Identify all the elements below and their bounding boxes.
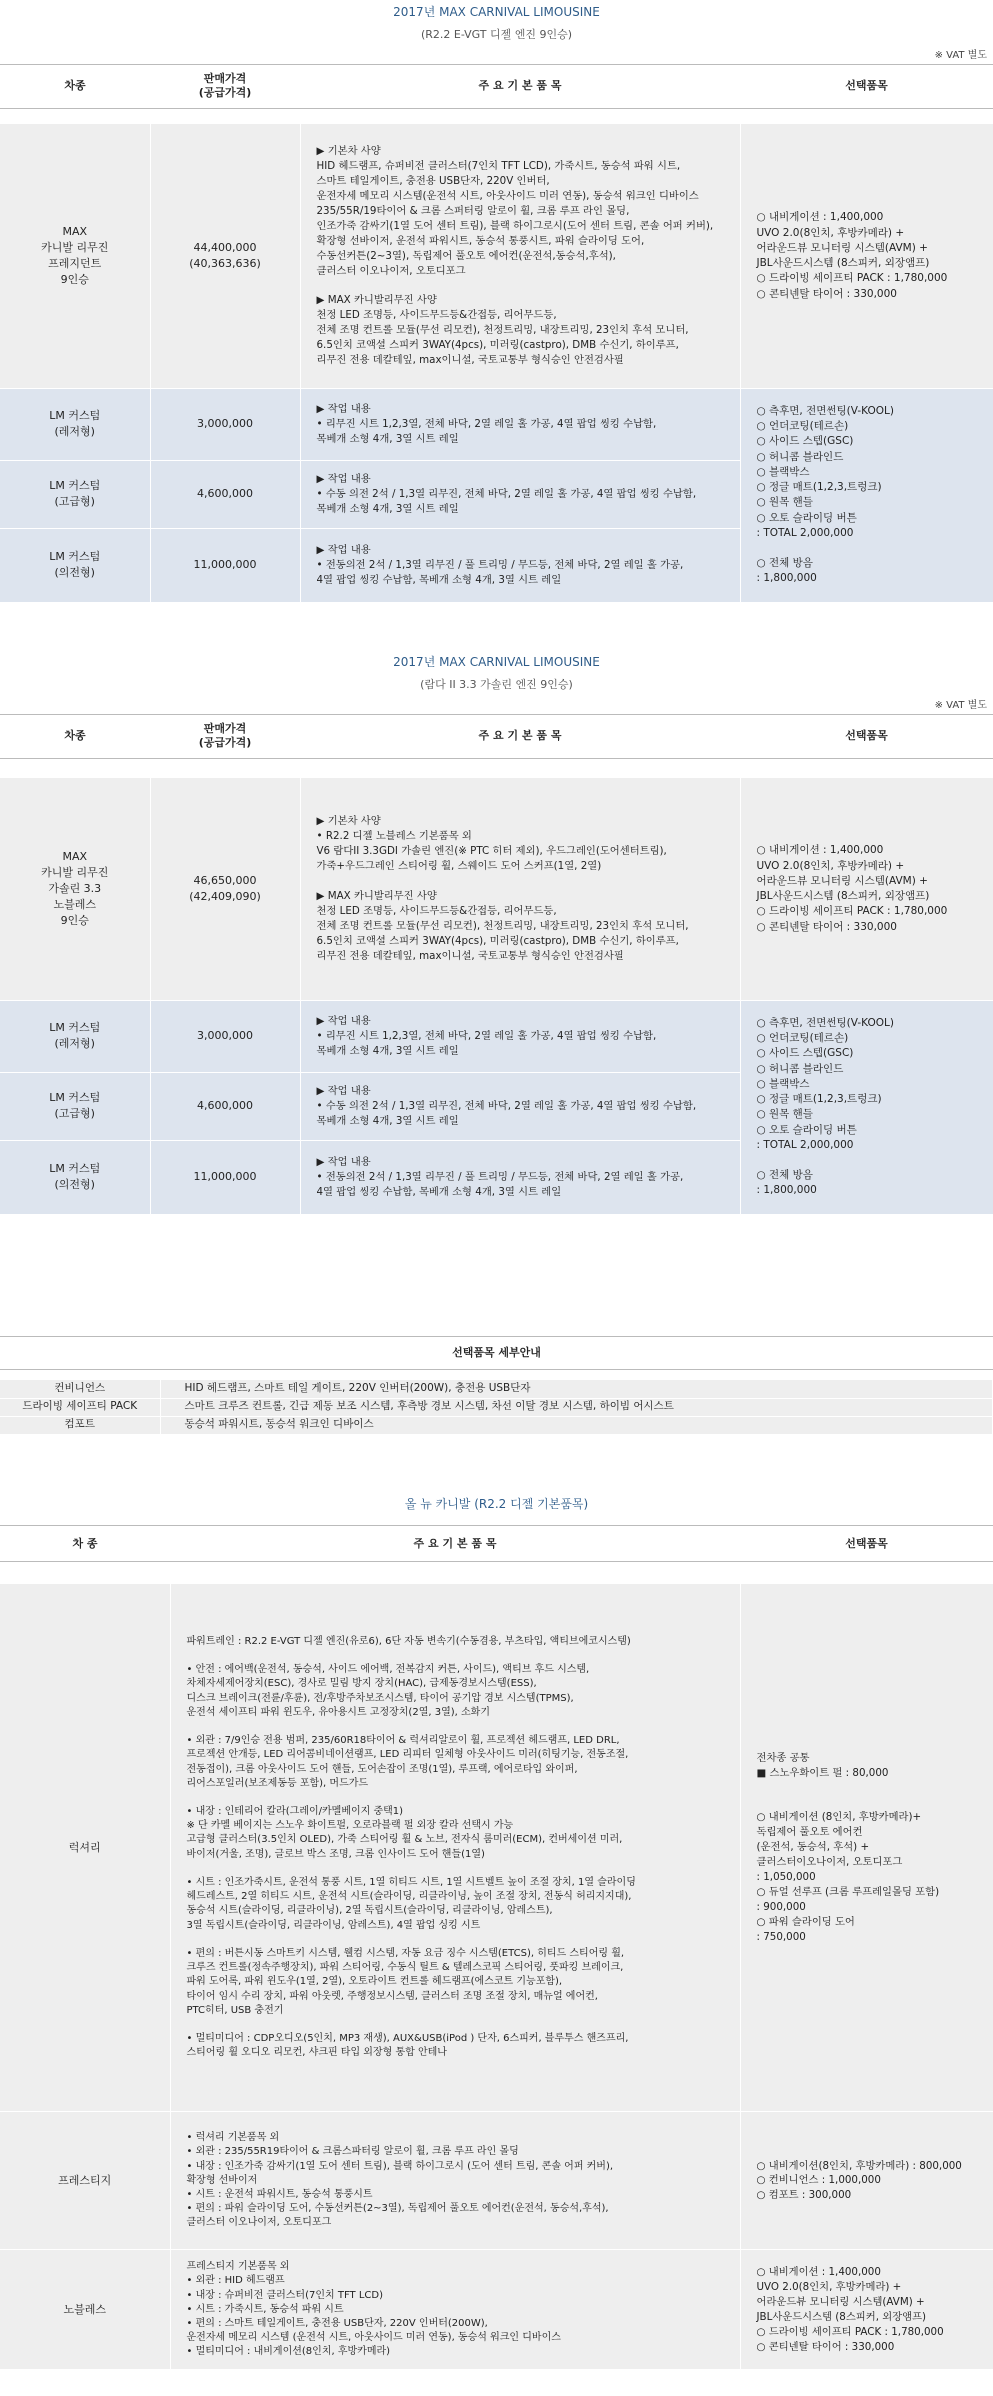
section2-subtitle: (람다 II 3.3 가솔린 엔진 9인승) bbox=[420, 678, 573, 692]
options-guide-table bbox=[0, 1380, 993, 1435]
option-value: 스마트 크루즈 컨트롤, 긴급 제동 보조 시스템, 후측방 경보 시스템, 차선 이탈 경보 시스템, 하이빔 어시스트 bbox=[160, 1398, 993, 1416]
section1 bbox=[0, 4, 993, 610]
price-table-1 bbox=[0, 64, 993, 603]
option-value: 동승석 파워시트, 동승석 워크인 디바이스 bbox=[160, 1416, 993, 1434]
lm-features-cell: ▶ 작업 내용 • 리무진 시트 1,2,3열, 전체 바닥, 2열 레일 홀 가공, 4열 팝업 씽킹 수납함, 목베개 소형 4개, 3열 시트 레일 bbox=[300, 1000, 740, 1072]
options-cell: 전차종 공통 ■ 스노우화이트 펄 : 80,000 ○ 내비게이션 (8인치, 후방카메라)+ 독립제어 풀오토 에어컨 (운전석, 동승석, 후석) + 클러스터이오나이저, 오토디포그 : 1,050,000 ○ 듀얼 선루프 (크롬 루프레일몰딩 포함) : 900,000 ○ 파워 슬라이딩 도어 : 750,000 bbox=[740, 1584, 993, 2112]
vat-note: ※ VAT 별도 bbox=[934, 50, 987, 62]
lm-features-cell: ▶ 작업 내용 • 전동의전 2석 / 1,3열 리무진 / 풀 트리밍 / 무드등, 전체 바닥, 2열 레일 홀 가공, 4열 팝업 씽킹 수납함, 목베개 소형 4개, 3열 시트 레일 bbox=[300, 1140, 740, 1214]
lm-model-cell: LM 커스텀 (의전형) bbox=[0, 1140, 150, 1214]
header-options: 선택품목 bbox=[740, 1526, 993, 1562]
price-table-2 bbox=[0, 714, 993, 1215]
section2-title: 2017년 MAX CARNIVAL LIMOUSINE bbox=[393, 655, 600, 669]
model-cell: 노블레스 bbox=[0, 2250, 170, 2370]
table-row bbox=[0, 1380, 993, 1398]
price-cell: 44,400,000 (40,363,636) bbox=[150, 124, 300, 388]
header-model: 차종 bbox=[0, 64, 150, 108]
lm-features-cell: ▶ 작업 내용 • 수동 의전 2석 / 1,3열 리무진, 전체 바닥, 2열 레일 홀 가공, 4열 팝업 씽킹 수납함, 목베개 소형 4개, 3열 시트 레일 bbox=[300, 1072, 740, 1140]
lm-model-cell: LM 커스텀 (고급형) bbox=[0, 1072, 150, 1140]
table-row bbox=[0, 1416, 993, 1434]
vat-note: ※ VAT 별도 bbox=[934, 700, 987, 712]
lm-features-cell: ▶ 작업 내용 • 리무진 시트 1,2,3열, 전체 바닥, 2열 레일 홀 가공, 4열 팝업 씽킹 수납함, 목베개 소형 4개, 3열 시트 레일 bbox=[300, 388, 740, 460]
lm-options-cell: ○ 측후면, 전면썬팅(V-KOOL) ○ 언더코팅(테르손) ○ 사이드 스텝(GSC) ○ 허니콤 블라인드 ○ 블랙박스 ○ 정글 매트(1,2,3,트렁크) ○ 원목 핸들 ○ 오토 슬라이딩 버튼 : TOTAL 2,000,000 ○ 전체 방음 : 1,800,000 bbox=[740, 388, 993, 602]
header-options: 선택품목 bbox=[740, 64, 993, 108]
options-cell: ○ 내비게이션 : 1,400,000 UVO 2.0(8인치, 후방카메라) + 어라운드뷰 모니터링 시스템(AVM) + JBL사운드시스템 (8스피커, 외장앰프) ○ 드라이빙 세이프티 PACK : 1,780,000 ○ 콘티넨탈 타이어 : 330,000 bbox=[740, 124, 993, 388]
options-guide-title: 선택품목 세부안내 bbox=[0, 1336, 993, 1370]
lm-model-cell: LM 커스텀 (레저형) bbox=[0, 1000, 150, 1072]
section2 bbox=[0, 610, 993, 1230]
option-value: HID 헤드램프, 스마트 테일 게이트, 220V 인버터(200W), 충전용 USB단자 bbox=[160, 1380, 993, 1398]
header-features: 주 요 기 본 품 목 bbox=[300, 64, 740, 108]
options-cell: ○ 내비게이션 : 1,400,000 UVO 2.0(8인치, 후방카메라) + 어라운드뷰 모니터링 시스템(AVM) + JBL사운드시스템 (8스피커, 외장앰프) ○ 드라이빙 세이프티 PACK : 1,780,000 ○ 콘티넨탈 타이어 : 330,000 bbox=[740, 778, 993, 1000]
lm-price-cell: 4,600,000 bbox=[150, 460, 300, 528]
features-cell: ▶ 기본차 사양 • R2.2 디젤 노블레스 기본품목 외 V6 람다II 3.3GDI 가솔린 엔진(※ PTC 히터 제외), 우드그레인(도어센터트림), 가죽+우드그레인 스티어링 휠, 스웨이드 도어 스커프(1열, 2열) ▶ MAX 카니발리무진 사양 천정 LED 조명등, 사이드무드등&간접등, 리어무드등, 전체 조명 컨트롤 모듈(무선 리모컨), 천정트리밍, 내장트리밍, 23인치 후석 모니터, 6.5인치 코액셜 스피커 3WAY(4pcs), 미러링(castpro), DMB 수신기, 하이루프, 리무진 전용 데칼테잎, max이니셜, 국토교통부 형식승인 안전검사필 bbox=[300, 778, 740, 1000]
lm-price-cell: 11,000,000 bbox=[150, 528, 300, 602]
options-guide bbox=[0, 1230, 993, 1448]
section1-subtitle: (R2.2 E-VGT 디젤 엔진 9인승) bbox=[420, 28, 573, 42]
lm-features-cell: ▶ 작업 내용 • 수동 의전 2석 / 1,3열 리무진, 전체 바닥, 2열 레일 홀 가공, 4열 팝업 씽킹 수납함, 목베개 소형 4개, 3열 시트 레일 bbox=[300, 460, 740, 528]
lm-model-cell: LM 커스텀 (의전형) bbox=[0, 528, 150, 602]
header-features: 주 요 기 본 품 목 bbox=[170, 1526, 740, 1562]
features-cell: • 럭셔리 기본품목 외 • 외관 : 235/55R19타이어 & 크롬스파터링 알로이 휠, 크롬 루프 라인 몰딩 • 내장 : 인조가죽 감싸기(1열 도어 센터 트림), 블랙 하이그로시 (도어 센터 트림, 콘솔 어퍼 커버), 확장형 선바이저 • 시트 : 운전석 파워시트, 동승석 통풍시트 • 편의 : 파워 슬라이딩 도어, 수동선커튼(2~3열), 독립제어 풀오토 에어컨(운전석, 동승석,후석), 클러스터 이오나이저, 오토디포그 bbox=[170, 2112, 740, 2250]
options-cell: ○ 내비게이션(8인치, 후방카메라) : 800,000 ○ 컨비니언스 : 1,000,000 ○ 컴포트 : 300,000 bbox=[740, 2112, 993, 2250]
basic-items-table bbox=[0, 1525, 993, 2370]
price-cell: 46,650,000 (42,409,090) bbox=[150, 778, 300, 1000]
section3-title: 올 뉴 카니발 (R2.2 디젤 기본품목) bbox=[404, 1497, 589, 1511]
header-model: 차종 bbox=[0, 714, 150, 758]
section1-title: 2017년 MAX CARNIVAL LIMOUSINE bbox=[393, 5, 600, 19]
lm-price-cell: 4,600,000 bbox=[150, 1072, 300, 1140]
features-cell: 프레스티지 기본품목 외 • 외관 : HID 헤드램프 • 내장 : 슈퍼비전 클러스터(7인치 TFT LCD) • 시트 : 가죽시트, 동승석 파워 시트 • 편의 : 스마트 테일게이트, 충전용 USB단자, 220V 인버터(200W), 운전자세 메모리 시스템 (운전석 시트, 아웃사이드 미러 연동), 동승석 워크인 디바이스 • 멀티미디어 : 내비게이션(8인치, 후방카메라) bbox=[170, 2250, 740, 2370]
lm-options-cell: ○ 측후면, 전면썬팅(V-KOOL) ○ 언더코팅(테르손) ○ 사이드 스텝(GSC) ○ 허니콤 블라인드 ○ 블랙박스 ○ 정글 매트(1,2,3,트렁크) ○ 원목 핸들 ○ 오토 슬라이딩 버튼 : TOTAL 2,000,000 ○ 전체 방음 : 1,800,000 bbox=[740, 1000, 993, 1214]
header-price: 판매가격 (공급가격) bbox=[150, 714, 300, 758]
header-model: 차 종 bbox=[0, 1526, 170, 1562]
lm-model-cell: LM 커스텀 (레저형) bbox=[0, 388, 150, 460]
model-cell: MAX 카니발 리무진 가솔린 3.3 노블레스 9인승 bbox=[0, 778, 150, 1000]
option-name: 드라이빙 세이프티 PACK bbox=[0, 1398, 160, 1416]
lm-model-cell: LM 커스텀 (고급형) bbox=[0, 460, 150, 528]
lm-features-cell: ▶ 작업 내용 • 전동의전 2석 / 1,3열 리무진 / 풀 트리밍 / 무드등, 전체 바닥, 2열 레일 홀 가공, 4열 팝업 씽킹 수납함, 목베개 소형 4개, 3열 시트 레일 bbox=[300, 528, 740, 602]
features-cell: ▶ 기본차 사양 HID 헤드램프, 슈퍼비전 클러스터(7인치 TFT LCD), 가죽시트, 동승석 파워 시트, 스마트 테일게이트, 충전용 USB단자, 220V 인버터, 운전자세 메모리 시스템(운전석 시트, 아웃사이드 미러 연동), 동승석 워크인 디바이스 235/55R/19타이어 & 크롬 스퍼터링 알로이 휠, 크롬 루프 라인 몰딩, 인조가죽 감싸기(1열 도어 센터 트림), 블랙 하이그로시(도어 센터 트림, 콘솔 어퍼 커버), 확장형 선바이저, 운전석 파워시트, 동승석 통풍시트, 파워 슬라이딩 도어, 수동선커튼(2~3열), 독립제어 풀오토 에어컨(운전석,동승석,후석), 클러스터 이오나이저, 오토디포그 ▶ MAX 카니발리무진 사양 천정 LED 조명등, 사이드무드등&간접등, 리어무드등, 전체 조명 컨트롤 모듈(무선 리모컨), 천정트리밍, 내장트리밍, 23인치 후석 모니터, 6.5인치 코액셜 스피커 3WAY(4pcs), 미러링(castpro), DMB 수신기, 하이루프, 리무진 전용 데칼테잎, max이니셜, 국토교통부 형식승인 안전검사필 bbox=[300, 124, 740, 388]
lm-price-cell: 3,000,000 bbox=[150, 1000, 300, 1072]
option-name: 컴포트 bbox=[0, 1416, 160, 1434]
model-cell: 럭셔리 bbox=[0, 1584, 170, 2112]
options-cell: ○ 내비게이션 : 1,400,000 UVO 2.0(8인치, 후방카메라) + 어라운드뷰 모니터링 시스템(AVM) + JBL사운드시스템 (8스피커, 외장앰프) ○ 드라이빙 세이프티 PACK : 1,780,000 ○ 콘티넨탈 타이어 : 330,000 bbox=[740, 2250, 993, 2370]
option-name: 컨비니언스 bbox=[0, 1380, 160, 1398]
lm-price-cell: 11,000,000 bbox=[150, 1140, 300, 1214]
features-cell: 파워트레인 : R2.2 E-VGT 디젤 엔진(유로6), 6단 자동 변속기(수동겸용, 부츠타입, 액티브에코시스템) • 안전 : 에어백(운전석, 동승석, 사이드 에어백, 전복감지 커튼, 사이드), 액티브 후드 시스템, 차체자세제어장치(ESC), 경사로 밀림 방지 장치(HAC), 급제동경보시스템(ESS), 디스크 브레이크(전륜/후륜), 전/후방주차보조시스템, 타이어 공기압 경보 시스템(TPMS), 운전석 세이프티 파워 윈도우, 유아용시트 고정장치(2열, 3열), 소화기 • 외관 : 7/9인승 전용 범퍼, 235/60R18타이어 & 럭셔리알로이 휠, 프로젝션 헤드램프, LED DRL, 프로젝션 안개등, LED 리어콤비네이션램프, LED 리피터 일체형 아웃사이드 미러(히팅기능, 전동조절, 전동접이), 크롬 아웃사이드 도어 핸들, 도어손잡이 조명(1열), 루프랙, 에어로타입 와이퍼, 리어스포일러(보조제동등 포함), 머드가드 • 내장 : 인테리어 칼라(그레이/카멜베이지 중택1) ※ 단 카멜 베이지는 스노우 화이트펄, 오로라블랙 펄 외장 칼라 선택시 가능 고급형 클러스터(3.5인치 OLED), 가죽 스티어링 휠 & 노브, 전자식 룸미러(ECM), 컨버세이션 미러, 바이저(거울, 조명), 글로브 박스 조명, 크롬 인사이드 도어 핸들(1열) • 시트 : 인조가죽시트, 운전석 통풍 시트, 1열 히티드 시트, 1열 시트벨트 높이 조절 장치, 1열 슬라이딩 헤드레스트, 2열 히티드 시트, 운전석 시트(슬라이딩, 리클라이닝, 높이 조절 장치, 전동식 허리지지대), 동승석 시트(슬라이딩, 리클라이닝), 2열 독립시트(슬라이딩, 리클라이닝, 암레스트), 3열 독립시트(슬라이딩, 리클라이닝, 암레스트), 4열 팝업 싱킹 시트 • 편의 : 버튼시동 스마트키 시스템, 웰컴 시스템, 자동 요금 징수 시스템(ETCS), 히티드 스티어링 휠, 크루즈 컨트롤(정속주행장치), 파워 스티어링, 수동식 틸트 & 텔레스코픽 스티어링, 풋파킹 브레이크, 파워 도어록, 파워 윈도우(1열, 2열), 오토라이트 컨트롤 헤드램프(에스코트 기능포함), 타이어 임시 수리 장치, 파워 아웃렛, 주행정보시스템, 클러스터 조명 조절 장치, 매뉴얼 에어컨, PTC히터, USB 충전기 • 멀티미디어 : CDP오디오(5인치, MP3 재생), AUX&USB(iPod ) 단자, 6스피커, 블루투스 핸즈프리, 스티어링 휠 오디오 리모컨, 샤크핀 타입 외장형 통합 안테나 bbox=[170, 1584, 740, 2112]
header-features: 주 요 기 본 품 목 bbox=[300, 714, 740, 758]
section3 bbox=[0, 1448, 993, 2370]
lm-price-cell: 3,000,000 bbox=[150, 388, 300, 460]
header-price: 판매가격 (공급가격) bbox=[150, 64, 300, 108]
model-cell: MAX 카니발 리무진 프레지던트 9인승 bbox=[0, 124, 150, 388]
model-cell: 프레스티지 bbox=[0, 2112, 170, 2250]
table-row bbox=[0, 1398, 993, 1416]
header-options: 선택품목 bbox=[740, 714, 993, 758]
